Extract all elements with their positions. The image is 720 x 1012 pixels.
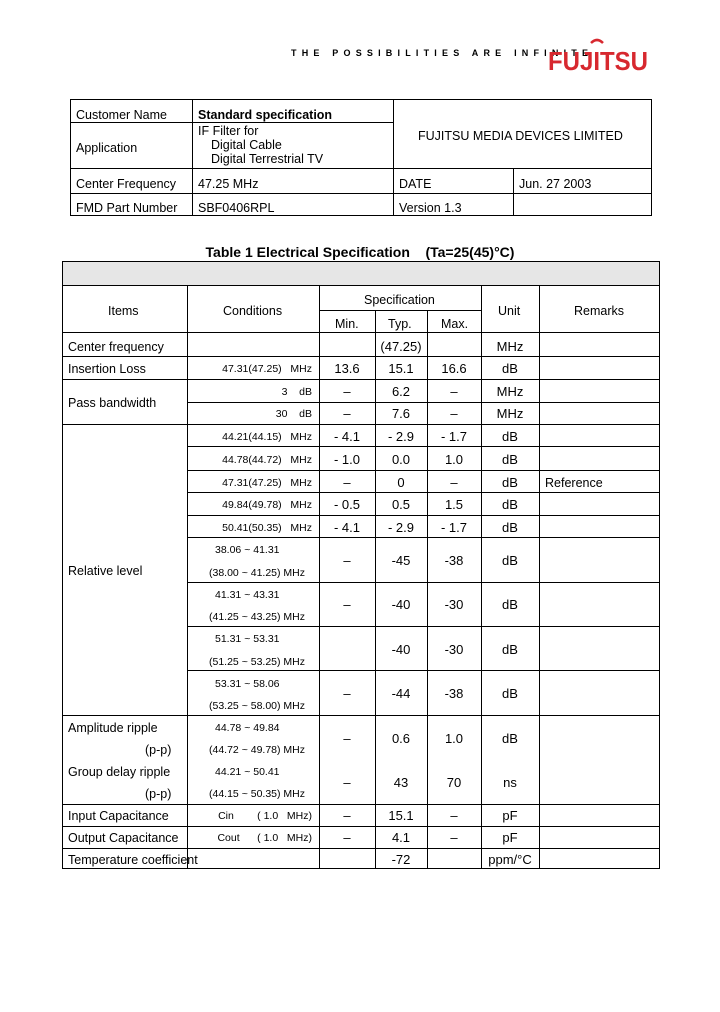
part-number-value: SBF0406RPL — [198, 201, 275, 215]
row-typ: -45 — [391, 553, 411, 568]
row-typ: 0.5 — [391, 497, 411, 512]
header-max: Max. — [441, 317, 469, 331]
row-unit: dB — [502, 475, 518, 490]
tagline: THE POSSIBILITIES ARE INFINITE — [291, 48, 594, 58]
header-remarks: Remarks — [574, 304, 625, 318]
version: Version 1.3 — [399, 201, 462, 215]
row-max: - 1.7 — [440, 520, 467, 535]
row-max: 1.0 — [444, 452, 464, 467]
row-item: Temperature coefficient — [68, 853, 198, 867]
header-typ: Typ. — [388, 317, 412, 331]
row-condition: 30 dB — [275, 408, 312, 420]
row-condition: 44.78(44.72) MHz — [222, 454, 312, 466]
row-item-suffix: (p-p) — [145, 743, 172, 757]
row-max: 70 — [446, 775, 462, 790]
row-max: – — [450, 384, 458, 399]
row-condition-range: 44.21 ~ 50.41 — [215, 766, 280, 778]
row-condition-range: 44.78 ~ 49.84 — [215, 722, 280, 734]
row-max: - 1.7 — [440, 429, 467, 444]
row-condition-range-alt: (51.25 ~ 53.25) MHz — [209, 656, 306, 668]
row-typ: - 2.9 — [387, 429, 414, 444]
row-condition: 47.31(47.25) MHz — [222, 477, 312, 489]
row-max: 1.0 — [444, 731, 464, 746]
row-typ: -44 — [391, 686, 411, 701]
row-min: – — [343, 731, 351, 746]
row-condition: 44.21(44.15) MHz — [222, 431, 312, 443]
row-max: – — [450, 475, 458, 490]
row-typ: 15.1 — [388, 361, 414, 376]
row-condition-range: 38.06 ~ 41.31 — [215, 544, 280, 556]
row-unit: dB — [502, 429, 518, 444]
row-typ: 0.6 — [391, 731, 411, 746]
row-unit: MHz — [496, 406, 524, 421]
row-typ: -40 — [391, 642, 411, 657]
application-line-1: IF Filter for — [198, 124, 259, 138]
row-condition: 50.41(50.35) MHz — [222, 522, 312, 534]
header-conditions: Conditions — [223, 304, 283, 318]
row-min: – — [343, 686, 351, 701]
row-condition-range-alt: (44.15 ~ 50.35) MHz — [209, 788, 306, 800]
row-condition-range: 53.31 ~ 58.06 — [215, 678, 280, 690]
row-item: Relative level — [68, 564, 143, 578]
row-condition-range-alt: (44.72 ~ 49.78) MHz — [209, 744, 306, 756]
date-value: Jun. 27 2003 — [519, 177, 592, 191]
row-min: – — [343, 384, 351, 399]
table-caption: Table 1 Electrical Specification (Ta=25(45)°C) — [205, 244, 515, 260]
row-max: – — [450, 808, 458, 823]
row-min: – — [343, 406, 351, 421]
row-max: 1.5 — [444, 497, 464, 512]
row-item: Group delay ripple — [68, 765, 171, 779]
row-typ: 0.0 — [391, 452, 411, 467]
application-line-3: Digital Terrestrial TV — [211, 152, 324, 166]
row-unit: dB — [502, 686, 518, 701]
row-condition: Cout ( 1.0 MHz) — [217, 832, 312, 844]
row-unit: ns — [503, 775, 517, 790]
application-label: Application — [76, 141, 138, 155]
row-unit: pF — [502, 808, 518, 823]
row-item: Amplitude ripple — [68, 721, 158, 735]
logo-text: FUJITSU — [548, 46, 648, 76]
row-typ: 7.6 — [391, 406, 411, 421]
row-max: 16.6 — [441, 361, 467, 376]
row-unit: MHz — [496, 339, 524, 354]
row-typ: 43 — [393, 775, 409, 790]
row-min: – — [343, 475, 351, 490]
row-min: - 1.0 — [333, 452, 360, 467]
center-frequency-value: 47.25 MHz — [198, 177, 259, 191]
row-item-suffix: (p-p) — [145, 787, 172, 801]
row-unit: dB — [502, 597, 518, 612]
row-min: - 0.5 — [333, 497, 360, 512]
row-unit: dB — [502, 452, 518, 467]
row-condition-range: 41.31 ~ 43.31 — [215, 589, 280, 601]
row-item: Insertion Loss — [68, 362, 146, 376]
row-condition-range-alt: (41.25 ~ 43.25) MHz — [209, 611, 306, 623]
row-min: – — [343, 553, 351, 568]
row-typ: 0 — [397, 475, 405, 490]
row-typ: -72 — [391, 852, 411, 867]
row-min: - 4.1 — [333, 429, 360, 444]
row-typ: 15.1 — [388, 808, 414, 823]
company-name: FUJITSU MEDIA DEVICES LIMITED — [418, 129, 623, 143]
row-unit: dB — [502, 731, 518, 746]
row-min: – — [343, 808, 351, 823]
row-typ: 6.2 — [391, 384, 411, 399]
row-min: – — [343, 775, 351, 790]
row-item: Output Capacitance — [68, 831, 179, 845]
row-unit: dB — [502, 642, 518, 657]
row-max: -30 — [444, 642, 464, 657]
application-line-2: Digital Cable — [211, 138, 282, 152]
customer-name-value: Standard specification — [198, 108, 333, 122]
part-number-label: FMD Part Number — [76, 201, 178, 215]
row-item: Pass bandwidth — [68, 396, 157, 410]
row-unit: pF — [502, 830, 518, 845]
row-condition: 47.31(47.25) MHz — [222, 363, 312, 375]
header-min: Min. — [335, 317, 359, 331]
header-specification: Specification — [364, 293, 435, 307]
row-min: – — [343, 597, 351, 612]
row-max: -38 — [444, 553, 464, 568]
row-remark: Reference — [545, 476, 603, 490]
row-min: - 4.1 — [333, 520, 360, 535]
row-min: 13.6 — [334, 361, 360, 376]
row-condition-range: 51.31 ~ 53.31 — [215, 633, 280, 645]
row-item: Center frequency — [68, 340, 164, 354]
row-unit: dB — [502, 361, 518, 376]
row-unit: ppm/°C — [488, 852, 532, 867]
row-typ: (47.25) — [380, 339, 422, 354]
header-unit: Unit — [498, 304, 521, 318]
date-label: DATE — [399, 177, 432, 191]
row-typ: -40 — [391, 597, 411, 612]
row-typ: - 2.9 — [387, 520, 414, 535]
row-condition-range-alt: (38.00 ~ 41.25) MHz — [209, 567, 306, 579]
row-max: – — [450, 830, 458, 845]
row-condition: 49.84(49.78) MHz — [222, 499, 312, 511]
header-items: Items — [108, 304, 139, 318]
row-unit: dB — [502, 553, 518, 568]
row-max: -38 — [444, 686, 464, 701]
row-condition: Cin ( 1.0 MHz) — [218, 810, 312, 822]
row-unit: dB — [502, 497, 518, 512]
row-unit: MHz — [496, 384, 524, 399]
row-condition-range-alt: (53.25 ~ 58.00) MHz — [209, 700, 306, 712]
row-min: – — [343, 830, 351, 845]
row-max: -30 — [444, 597, 464, 612]
table-header-band — [63, 262, 659, 285]
customer-name-label: Customer Name — [76, 108, 167, 122]
row-typ: 4.1 — [391, 830, 411, 845]
row-max: – — [450, 406, 458, 421]
row-item: Input Capacitance — [68, 809, 169, 823]
center-frequency-label: Center Frequency — [76, 177, 177, 191]
row-condition: 3 dB — [281, 386, 312, 398]
row-unit: dB — [502, 520, 518, 535]
